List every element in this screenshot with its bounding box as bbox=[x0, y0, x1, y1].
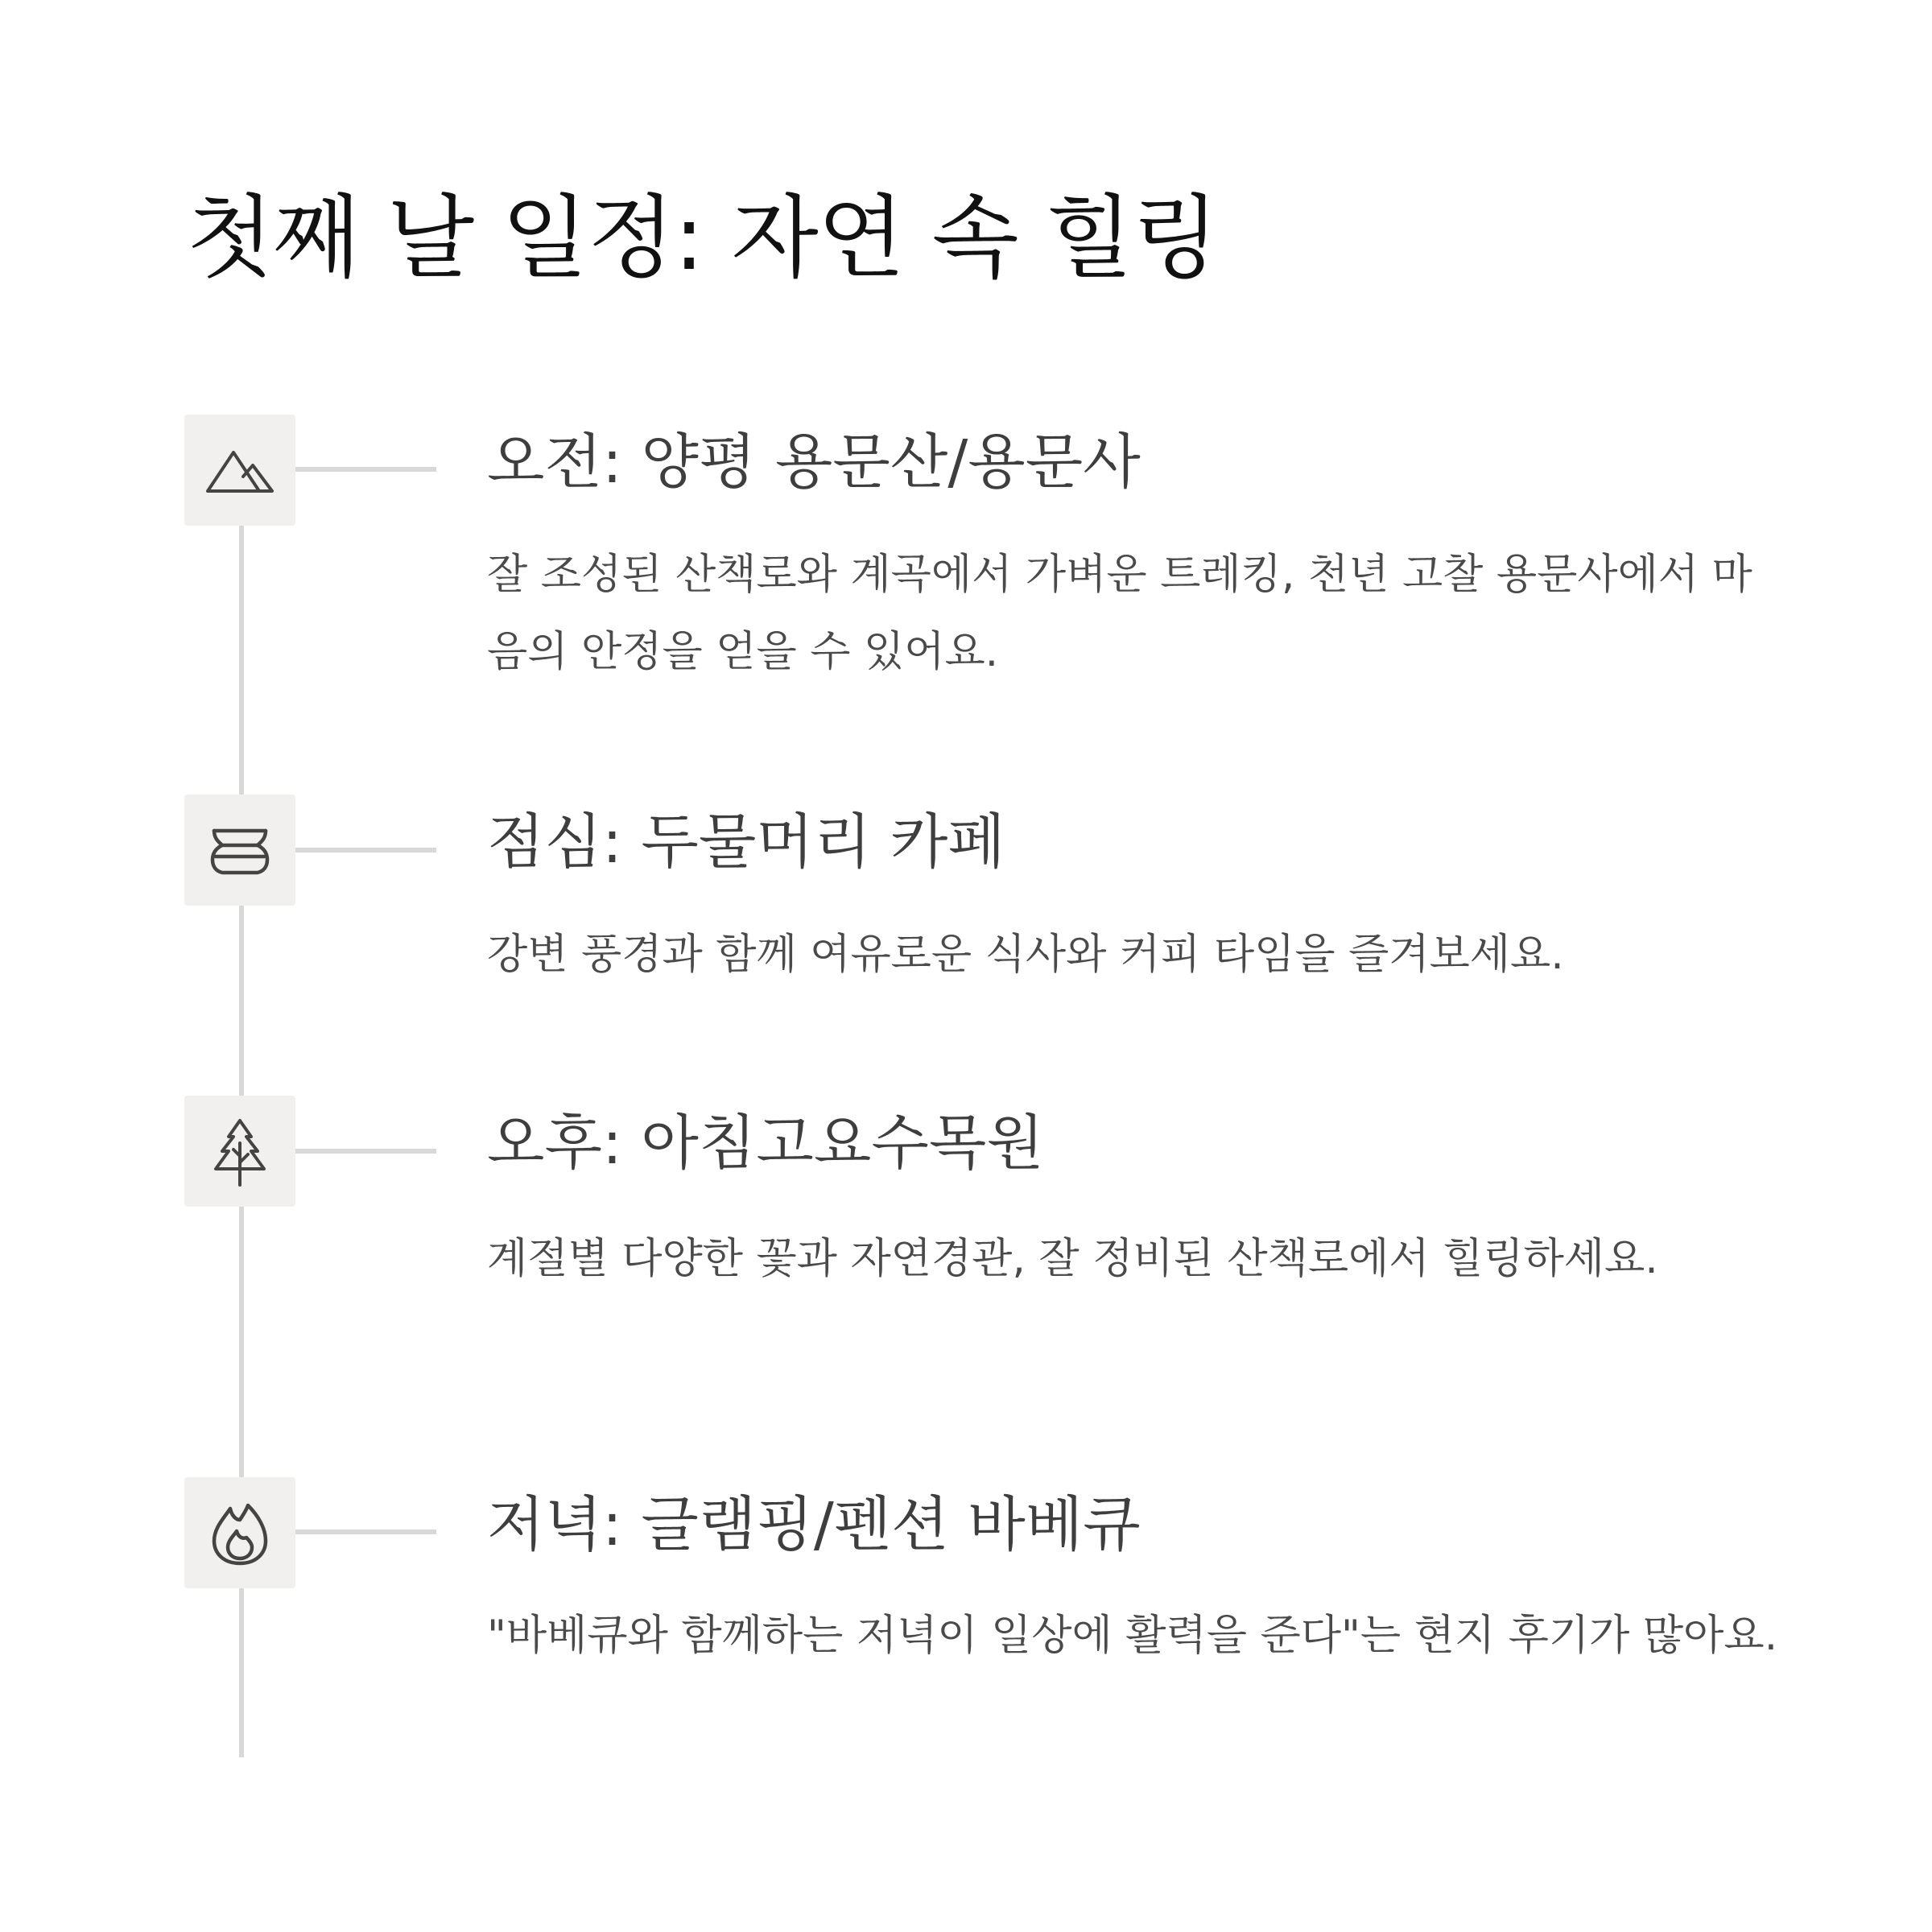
mountain-icon bbox=[201, 431, 279, 509]
timeline-item-4-icon-box bbox=[184, 1477, 295, 1588]
coffee-pot-icon bbox=[201, 811, 279, 889]
timeline-item-2-title: 점심: 두물머리 카페 bbox=[487, 807, 1005, 877]
timeline-item-2-icon-box bbox=[184, 795, 295, 906]
timeline-item-4-connector bbox=[295, 1530, 436, 1534]
timeline-item-4-title: 저녁: 글램핑/펜션 바베큐 bbox=[487, 1490, 1141, 1559]
timeline-item-3-title: 오후: 아침고요수목원 bbox=[487, 1108, 1044, 1178]
page-title: 첫째 날 일정: 자연 속 힐링 bbox=[187, 186, 1219, 291]
timeline-item-1-icon-box bbox=[184, 415, 295, 526]
timeline-item-3-icon-box bbox=[184, 1096, 295, 1207]
timeline-item-1-title: 오전: 양평 용문산/용문사 bbox=[487, 427, 1141, 497]
timeline-item-2-connector bbox=[295, 848, 436, 852]
flame-icon bbox=[201, 1494, 279, 1571]
timeline-item-1-connector bbox=[295, 467, 436, 472]
timeline-item-3-description: 계절별 다양한 꽃과 자연경관, 잘 정비된 산책로에서 힐링하세요. bbox=[487, 1235, 1658, 1283]
timeline-item-2-description: 강변 풍경과 함께 여유로운 식사와 커피 타임을 즐겨보세요. bbox=[487, 931, 1564, 979]
pine-tree-icon bbox=[201, 1113, 279, 1190]
timeline-item-3-connector bbox=[295, 1149, 436, 1154]
timeline-item-4-description: "바베큐와 함께하는 저녁이 일상에 활력을 준다"는 현지 후기가 많아요. bbox=[487, 1612, 1778, 1660]
timeline-item-1-description: 잘 조성된 산책로와 계곡에서 가벼운 트레킹, 천년 고찰 용문사에서 마음의 안정을 얻을 수 있어요. bbox=[487, 551, 1752, 676]
